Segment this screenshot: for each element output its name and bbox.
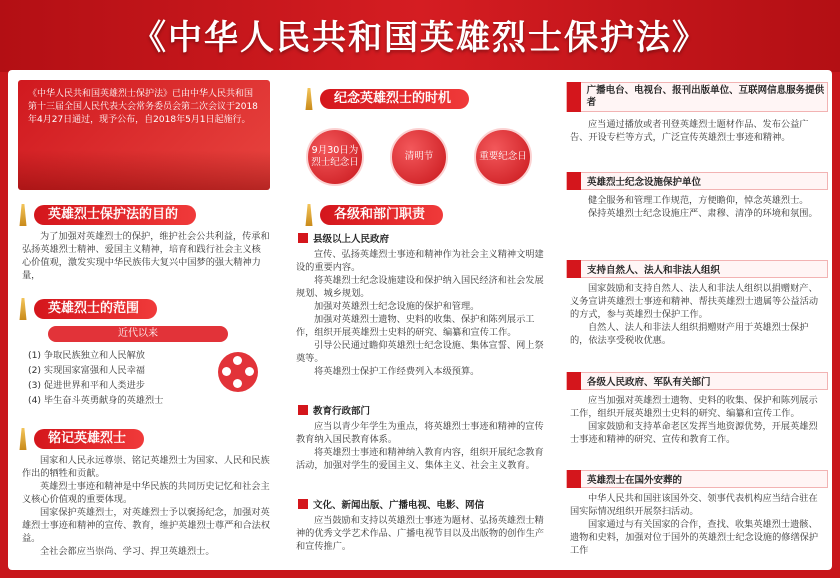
- scope-ribbon: 近代以来: [48, 326, 228, 342]
- square-bullet-icon: [567, 82, 581, 112]
- education-paragraph: 应当以青少年学生为重点，将英雄烈士事迹和精神的宣传教育纳入国民教育体系。: [296, 421, 544, 445]
- gov-text: [570, 394, 826, 446]
- county-paragraph: 将英雄烈士保护工作经费列入本级预算。: [314, 366, 480, 377]
- remember-paragraph: 国家保护英雄烈士，对英雄烈士予以褒扬纪念，加强对英雄烈士事迹和精神的宣传、教育，维护英雄烈士尊严和合法权益。: [22, 507, 271, 544]
- film-reel-icon: [218, 352, 258, 392]
- purpose-text: [22, 230, 270, 282]
- county-paragraph: 引导公民通过瞻仰英雄烈士纪念设施、集体宣誓、网上祭奠等。: [296, 340, 544, 364]
- remember-paragraph: 国家和人民永远尊崇、铭记英雄烈士为国家、人民和民族作出的牺牲和贡献。: [22, 455, 270, 479]
- list-item: (1) 争取民族独立和人民解放: [28, 350, 145, 361]
- square-bullet-icon: [567, 372, 581, 390]
- remember-heading-label: 铭记英雄烈士: [34, 429, 144, 449]
- purpose-heading-label: 英雄烈士保护法的目的: [34, 205, 196, 225]
- monument-icon: [16, 298, 30, 320]
- remember-paragraph: 英雄烈士事迹和精神是中华民族的共同历史记忆和社会主义核心价值观的重要体现。: [22, 481, 270, 505]
- county-paragraph: 加强对英雄烈士纪念设施的保护和管理。: [314, 301, 480, 312]
- purpose-heading: [16, 204, 196, 226]
- occasion-circle: 清明节: [390, 128, 448, 186]
- media-text: [570, 118, 826, 144]
- occasion-circle: 9月30日为烈士纪念日: [306, 128, 364, 186]
- purpose-paragraph: 为了加强对英雄烈士的保护，维护社会公共利益，传承和弘扬英雄烈士精神、爱国主义精神，培育和践行社会主义核心价值观，激发实现中华民族伟大复兴中国梦的强大精神力量，: [22, 231, 270, 281]
- square-bullet-icon: [567, 470, 581, 488]
- facility-paragraph: 健全服务和管理工作规范，方便瞻仰，悼念英雄烈士。: [588, 195, 809, 206]
- media-subheading: 广播电台、电视台、报刊出版单位、互联网信息服务提供者: [566, 82, 828, 112]
- header-banner: [0, 0, 840, 72]
- monument-silhouette-image: [18, 150, 270, 190]
- education-paragraph: 将英雄烈士事迹和精神纳入教育内容，组织开展纪念教育活动，加强对学生的爱国主义、集体主义、社会主义教育。: [296, 447, 544, 471]
- monument-icon: [16, 204, 30, 226]
- monument-icon: [302, 88, 316, 110]
- county-text: [296, 248, 548, 378]
- square-bullet-icon: [298, 233, 308, 243]
- scope-heading: [16, 298, 157, 320]
- culture-subheading: 文化、新闻出版、广播电视、电影、网信: [298, 496, 484, 512]
- abroad-text: [570, 492, 826, 557]
- left-column: [8, 70, 278, 570]
- remember-paragraph: 全社会都应当崇尚、学习、捍卫英雄烈士。: [40, 546, 215, 557]
- education-subheading: 教育行政部门: [298, 402, 370, 418]
- county-subheading: 县级以上人民政府: [298, 230, 389, 246]
- culture-text: [296, 514, 548, 553]
- list-item: (2) 实现国家富强和人民幸福: [28, 365, 145, 376]
- monument-icon: [302, 204, 316, 226]
- monument-icon: [16, 428, 30, 450]
- square-bullet-icon: [567, 260, 581, 278]
- right-column: [560, 70, 832, 570]
- memorial-occasions: [286, 128, 551, 190]
- gov-subheading: 各级人民政府、军队有关部门: [566, 372, 828, 390]
- square-bullet-icon: [298, 405, 308, 415]
- county-paragraph: 加强对英雄烈士遗物、史料的收集、保护和陈列展示工作，组织开展英雄烈士史料的研究、编纂和宣传工作。: [296, 314, 535, 338]
- county-paragraph: 将英雄烈士纪念设施建设和保护纳入国民经济和社会发展规划、城乡规划。: [296, 275, 544, 299]
- list-item: (3) 促进世界和平和人类进步: [28, 380, 145, 391]
- list-item: (4) 毕生奋斗英勇献身的英雄烈士: [28, 395, 164, 406]
- culture-paragraph: 应当鼓励和支持以英雄烈士事迹为题材、弘扬英雄烈士精神的优秀文学艺术作品、广播电视节目以及出版物的创作生产和宣传推广。: [296, 515, 545, 552]
- duties-heading-label: 各级和部门职责: [320, 205, 443, 225]
- education-text: [296, 420, 548, 472]
- memorial-heading-label: 纪念英雄烈士的时机: [320, 89, 469, 109]
- media-paragraph: 应当通过播放或者刊登英雄烈士题材作品、发布公益广告、开设专栏等方式，广泛宣传英雄烈士事迹和精神。: [570, 119, 809, 143]
- county-paragraph: 宣传、弘扬英雄烈士事迹和精神作为社会主义精神文明建设的重要内容。: [296, 249, 544, 273]
- support-paragraph: 国家鼓励和支持自然人、法人和非法人组织以捐赠财产、义务宣讲英雄烈士事迹和精神、帮扶英雄烈士遗属等公益活动的方式，参与英雄烈士保护工作。: [570, 283, 819, 320]
- abroad-paragraph: 中华人民共和国驻该国外交、领事代表机构应当结合驻在国实际情况组织开展祭扫活动。: [570, 493, 818, 517]
- intro-text: 《中华人民共和国英雄烈士保护法》已由中华人民共和国第十三届全国人民代表大会常务委员会第二次会议于2018年4月27日通过，现予公布，自2018年5月1日起施行。: [28, 89, 258, 125]
- facility-paragraph: 保持英雄烈士纪念设施庄严、肃穆、清净的环境和氛围。: [588, 208, 818, 219]
- support-paragraph: 自然人、法人和非法人组织捐赠财产用于英雄烈士保护的，依法享受税收优惠。: [570, 322, 809, 346]
- gov-paragraph: 应当加强对英雄烈士遗物、史料的收集、保护和陈列展示工作，组织开展英雄烈士史料的研究、编纂和宣传工作。: [570, 395, 818, 419]
- facility-subheading: 英雄烈士纪念设施保护单位: [566, 172, 828, 190]
- support-subheading: 支持自然人、法人和非法人组织: [566, 260, 828, 278]
- scope-heading-label: 英雄烈士的范围: [34, 299, 157, 319]
- scope-list: [28, 348, 218, 408]
- content-panel: [8, 70, 832, 570]
- intro-box: [18, 80, 270, 190]
- facility-text: [570, 194, 826, 220]
- remember-heading: [16, 428, 144, 450]
- square-bullet-icon: [298, 499, 308, 509]
- abroad-paragraph: 国家通过与有关国家的合作，查找、收集英雄烈士遗骸、遗物和史料，加强对位于国外的英雄烈士纪念设施的修缮保护工作: [570, 519, 819, 556]
- gov-paragraph: 国家鼓励和支持革命老区发挥当地资源优势，开展英雄烈士事迹和精神的研究、宣传和教育工作。: [570, 421, 818, 445]
- remember-text: [22, 454, 272, 558]
- support-text: [570, 282, 826, 347]
- square-bullet-icon: [567, 172, 581, 190]
- memorial-heading: [302, 88, 469, 110]
- page-title: 《中华人民共和国英雄烈士保护法》: [132, 18, 708, 58]
- occasion-circle: 重要纪念日: [474, 128, 532, 186]
- abroad-subheading: 英雄烈士在国外安葬的: [566, 470, 828, 488]
- middle-column: [286, 70, 551, 570]
- duties-heading: [302, 204, 443, 226]
